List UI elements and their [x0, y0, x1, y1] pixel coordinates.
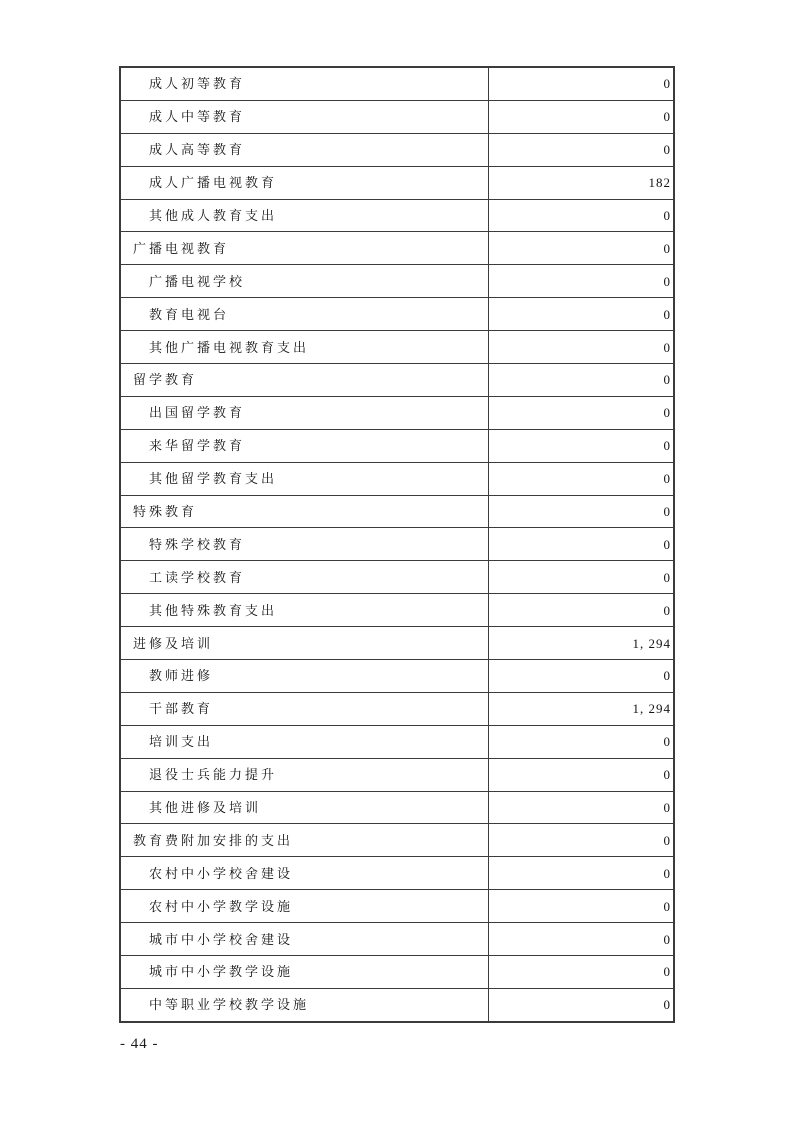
- table-row: [121, 496, 673, 529]
- row-value: 1, 294: [632, 701, 671, 717]
- row-label: 成人广播电视教育: [121, 167, 489, 199]
- table-row: [121, 364, 673, 397]
- row-label: 留学教育: [121, 364, 489, 396]
- table-row: [121, 824, 673, 857]
- row-label: 退役士兵能力提升: [121, 759, 489, 791]
- row-label: 出国留学教育: [121, 397, 489, 429]
- row-value: 0: [663, 273, 671, 289]
- table-row: [121, 726, 673, 759]
- table-row: [121, 331, 673, 364]
- row-value: 0: [663, 536, 671, 552]
- table-row: [121, 989, 673, 1021]
- row-value: 0: [663, 306, 671, 322]
- row-value: 0: [663, 76, 671, 92]
- row-value: 0: [663, 109, 671, 125]
- table-row: [121, 68, 673, 101]
- table-row: [121, 594, 673, 627]
- table-row: [121, 693, 673, 726]
- row-label: 工读学校教育: [121, 561, 489, 593]
- row-label: 中等职业学校教学设施: [121, 989, 489, 1021]
- row-value: 0: [663, 142, 671, 158]
- row-value: 0: [663, 997, 671, 1013]
- row-label: 其他留学教育支出: [121, 463, 489, 495]
- table-row: [121, 792, 673, 825]
- page-number: - 44 -: [120, 1036, 159, 1052]
- table-row: [121, 265, 673, 298]
- row-label: 农村中小学教学设施: [121, 890, 489, 922]
- table-row: [121, 298, 673, 331]
- table-row: [121, 956, 673, 989]
- row-label: 教育费附加安排的支出: [121, 824, 489, 856]
- row-label: 其他广播电视教育支出: [121, 331, 489, 363]
- row-label: 成人高等教育: [121, 134, 489, 166]
- row-label: 特殊学校教育: [121, 528, 489, 560]
- table-row: [121, 232, 673, 265]
- table-row: [121, 923, 673, 956]
- row-value: 1, 294: [632, 635, 671, 651]
- row-value: 0: [663, 668, 671, 684]
- row-value: 0: [663, 734, 671, 750]
- row-label: 城市中小学校舍建设: [121, 923, 489, 955]
- table-row: [121, 528, 673, 561]
- row-value: 0: [663, 964, 671, 980]
- row-value: 0: [663, 865, 671, 881]
- table-row: [121, 430, 673, 463]
- table-row: [121, 627, 673, 660]
- row-value: 0: [663, 471, 671, 487]
- budget-table: [119, 66, 675, 1023]
- row-value: 0: [663, 504, 671, 520]
- table-row: [121, 463, 673, 496]
- row-label: 培训支出: [121, 726, 489, 758]
- row-value: 0: [663, 898, 671, 914]
- row-label: 进修及培训: [121, 627, 489, 659]
- row-value: 0: [663, 405, 671, 421]
- table-row: [121, 759, 673, 792]
- row-label: 广播电视学校: [121, 265, 489, 297]
- table-row: [121, 397, 673, 430]
- row-label: 教育电视台: [121, 298, 489, 330]
- row-label: 成人初等教育: [121, 68, 489, 100]
- row-label: 干部教育: [121, 693, 489, 725]
- table-row: [121, 167, 673, 200]
- table-row: [121, 561, 673, 594]
- row-label: 其他成人教育支出: [121, 200, 489, 232]
- table-row: [121, 857, 673, 890]
- row-label: 广播电视教育: [121, 232, 489, 264]
- row-value: 0: [663, 602, 671, 618]
- row-value: 0: [663, 438, 671, 454]
- row-value: 0: [663, 931, 671, 947]
- row-label: 其他进修及培训: [121, 792, 489, 824]
- row-label: 来华留学教育: [121, 430, 489, 462]
- row-value: 0: [663, 800, 671, 816]
- row-value: 182: [648, 175, 671, 191]
- row-value: 0: [663, 832, 671, 848]
- row-value: 0: [663, 569, 671, 585]
- table-row: [121, 200, 673, 233]
- row-label: 农村中小学校舍建设: [121, 857, 489, 889]
- row-value: 0: [663, 208, 671, 223]
- row-value: 0: [663, 767, 671, 783]
- row-label: 城市中小学教学设施: [121, 956, 489, 988]
- row-value: 0: [663, 240, 671, 256]
- table-row: [121, 660, 673, 693]
- row-value: 0: [663, 372, 671, 388]
- row-value: 0: [663, 339, 671, 355]
- row-label: 其他特殊教育支出: [121, 594, 489, 626]
- row-label: 成人中等教育: [121, 101, 489, 133]
- row-label: 教师进修: [121, 660, 489, 692]
- table-row: [121, 101, 673, 134]
- row-label: 特殊教育: [121, 496, 489, 528]
- table-row: [121, 890, 673, 923]
- table-row: [121, 134, 673, 167]
